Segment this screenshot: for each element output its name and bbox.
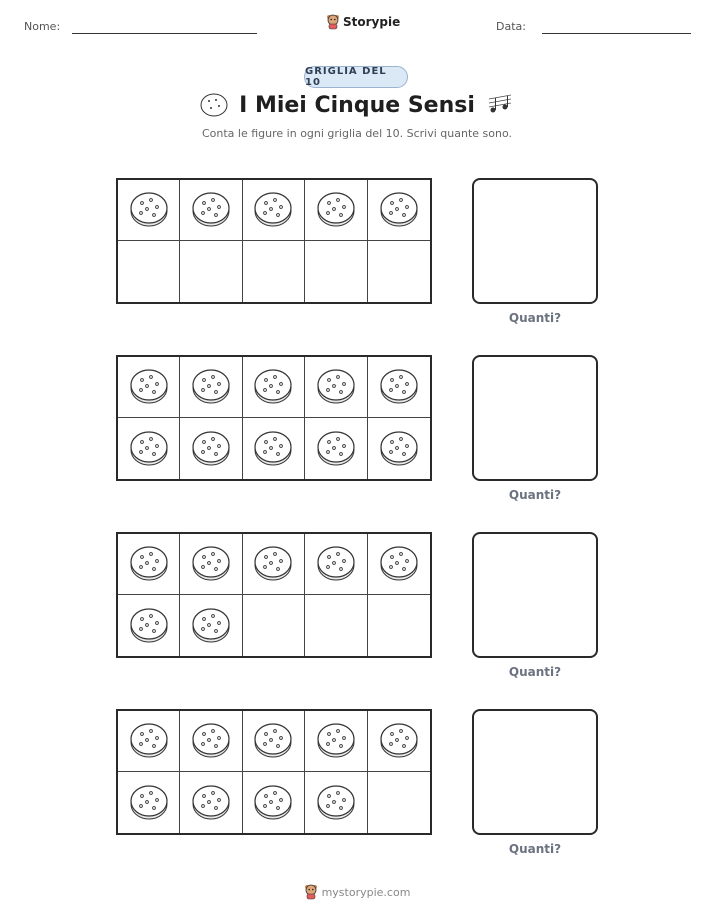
cookie-icon xyxy=(191,781,231,825)
answer-box-4[interactable] xyxy=(472,709,598,835)
footer-url: mystorypie.com xyxy=(321,885,411,899)
cookie-icon xyxy=(316,719,356,763)
ten-frame-cell xyxy=(243,595,305,656)
cookie-icon xyxy=(253,719,293,763)
ten-frame-cell xyxy=(243,357,305,418)
ten-frame-cell xyxy=(180,357,242,418)
cookie-icon xyxy=(316,781,356,825)
answer-label: Quanti? xyxy=(508,488,562,502)
ten-frame-cell xyxy=(118,534,180,595)
answer-box-3[interactable] xyxy=(472,532,598,658)
ten-frame-cell xyxy=(368,357,430,418)
ten-frame-cell xyxy=(305,241,367,302)
cookie-icon xyxy=(253,188,293,232)
cookie-icon xyxy=(129,719,169,763)
ten-frame-cell xyxy=(180,772,242,833)
ten-frame-cell xyxy=(368,772,430,833)
ten-frame-cell xyxy=(305,711,367,772)
ten-frame-cell xyxy=(243,241,305,302)
ten-frame-1 xyxy=(116,178,432,304)
cookie-icon xyxy=(199,92,229,118)
ten-frame-cell xyxy=(243,772,305,833)
ten-frame-cell xyxy=(305,418,367,479)
cookie-icon xyxy=(379,427,419,471)
cookie-icon xyxy=(379,719,419,763)
bear-mascot-icon xyxy=(304,884,318,900)
ten-frame-cell xyxy=(368,711,430,772)
ten-frame-cell xyxy=(180,180,242,241)
ten-frame-cell xyxy=(118,418,180,479)
ten-frame-cell xyxy=(118,241,180,302)
cookie-icon xyxy=(191,188,231,232)
ten-frame-cell xyxy=(243,534,305,595)
ten-frame-3 xyxy=(116,532,432,658)
cookie-icon xyxy=(191,719,231,763)
page-title: I Miei Cinque Sensi xyxy=(239,92,475,118)
cookie-icon xyxy=(316,188,356,232)
brand-logo xyxy=(326,14,400,30)
answer-label: Quanti? xyxy=(508,842,562,856)
cookie-icon xyxy=(379,188,419,232)
cookie-icon xyxy=(253,365,293,409)
bear-mascot-icon xyxy=(326,14,340,30)
cookie-icon xyxy=(129,542,169,586)
ten-frame-cell xyxy=(305,357,367,418)
ten-frame-cell xyxy=(305,772,367,833)
answer-label: Quanti? xyxy=(508,665,562,679)
ten-frame-cell xyxy=(243,180,305,241)
brand-name: Storypie xyxy=(343,15,401,29)
worksheet-badge: GRIGLIA DEL 10 xyxy=(304,66,408,88)
ten-frame-cell xyxy=(180,241,242,302)
answer-box-1[interactable] xyxy=(472,178,598,304)
ten-frame-cell xyxy=(118,357,180,418)
ten-frame-cell xyxy=(305,534,367,595)
cookie-icon xyxy=(129,365,169,409)
ten-frame-2 xyxy=(116,355,432,481)
title-row xyxy=(0,92,714,118)
ten-frame-cell xyxy=(180,595,242,656)
cookie-icon xyxy=(316,365,356,409)
ten-frame-cell xyxy=(118,595,180,656)
footer xyxy=(0,884,714,900)
ten-frame-cell xyxy=(118,772,180,833)
answer-box-2[interactable] xyxy=(472,355,598,481)
name-line[interactable] xyxy=(72,33,257,34)
cookie-icon xyxy=(379,542,419,586)
cookie-icon xyxy=(316,427,356,471)
cookie-icon xyxy=(316,542,356,586)
ten-frame-cell xyxy=(368,534,430,595)
name-label: Nome: xyxy=(24,20,61,33)
cookie-icon xyxy=(129,188,169,232)
ten-frame-cell xyxy=(305,595,367,656)
ten-frame-cell xyxy=(180,534,242,595)
ten-frame-cell xyxy=(368,180,430,241)
ten-frame-cell xyxy=(180,418,242,479)
cookie-icon xyxy=(191,604,231,648)
ten-frame-cell xyxy=(243,418,305,479)
ten-frame-cell xyxy=(368,241,430,302)
cookie-icon xyxy=(129,427,169,471)
ten-frame-cell xyxy=(118,711,180,772)
ten-frame-cell xyxy=(305,180,367,241)
cookie-icon xyxy=(129,604,169,648)
date-line[interactable] xyxy=(542,33,691,34)
ten-frame-4 xyxy=(116,709,432,835)
ten-frame-cell xyxy=(118,180,180,241)
cookie-icon xyxy=(253,427,293,471)
cookie-icon xyxy=(191,427,231,471)
instructions: Conta le figure in ogni griglia del 10. Scrivi quante sono. xyxy=(201,127,512,140)
cookie-icon xyxy=(129,781,169,825)
cookie-icon xyxy=(191,365,231,409)
ten-frame-cell xyxy=(243,711,305,772)
music-notes-icon xyxy=(485,93,515,117)
date-label: Data: xyxy=(496,20,526,33)
ten-frame-cell xyxy=(180,711,242,772)
cookie-icon xyxy=(253,542,293,586)
cookie-icon xyxy=(379,365,419,409)
answer-label: Quanti? xyxy=(508,311,562,325)
cookie-icon xyxy=(253,781,293,825)
cookie-icon xyxy=(191,542,231,586)
ten-frame-cell xyxy=(368,418,430,479)
ten-frame-cell xyxy=(368,595,430,656)
